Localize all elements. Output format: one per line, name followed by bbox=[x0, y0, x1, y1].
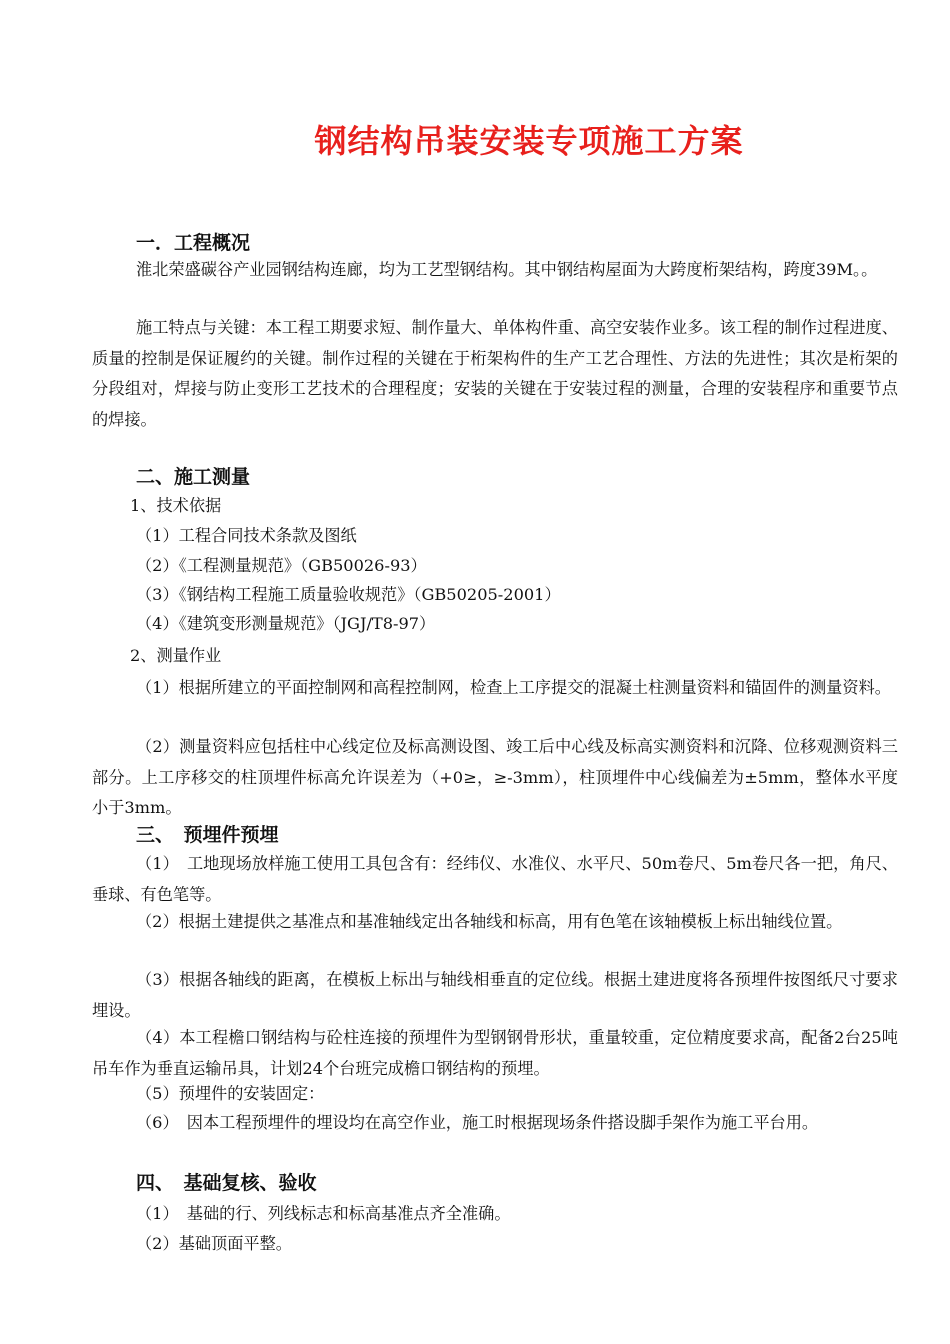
embedded-item: （4）本工程檐口钢结构与砼柱连接的预埋件为型钢钢骨形状，重量较重，定位精度要求高，配备2台25吨吊车作为垂直运输吊具，计划24个台班完成檐口钢结构的预埋。 bbox=[92, 1028, 898, 1078]
survey-work-item: （2）测量资料应包括柱中心线定位及标高测设图、竣工后中心线及标高实测资料和沉降、位移观测资料三部分。上工序移交的柱顶埋件标高允许误差为（+0≥，≥-3mm），柱顶埋件中心线偏差为±5mm，整体水平度小于3mm。 bbox=[92, 737, 898, 817]
basis-item: （2）《工程测量规范》（GB50026-93） bbox=[136, 556, 427, 575]
section-heading-embedded-parts: 三、 预埋件预埋 bbox=[136, 824, 279, 846]
foundation-item: （2）基础顶面平整。 bbox=[136, 1234, 292, 1253]
embedded-item: （2）根据土建提供之基准点和基准轴线定出各轴线和标高，用有色笔在该轴模板上标出轴线位置。 bbox=[136, 912, 843, 931]
construction-features-paragraph: 施工特点与关键：本工程工期要求短、制作量大、单体构件重、高空安装作业多。该工程的制作过程进度、质量的控制是保证履约的关键。制作过程的关键在于桁架构件的生产工艺合理性、方法的先进性；其次是桁架的分段组对，焊接与防止变形工艺技术的合理程度；安装的关键在于安装过程的测量，合理的安装程序和重要节点的焊接。 bbox=[92, 318, 898, 429]
subheading-technical-basis: 1、技术依据 bbox=[130, 496, 222, 515]
section-heading-overview: 一．工程概况 bbox=[136, 232, 251, 254]
foundation-item: （1） 基础的行、列线标志和标高基准点齐全准确。 bbox=[136, 1204, 511, 1223]
embedded-item: （1） 工地现场放样施工使用工具包含有：经纬仪、水准仪、水平尺、50m卷尺、5m卷尺各一把，角尺、垂球、有色笔等。 bbox=[92, 854, 898, 904]
basis-item: （3）《钢结构工程施工质量验收规范》（GB50205-2001） bbox=[136, 585, 561, 604]
section-heading-survey: 二、施工测量 bbox=[136, 466, 251, 488]
section-heading-foundation-check: 四、 基础复核、验收 bbox=[136, 1172, 317, 1194]
embedded-item: （6） 因本工程预埋件的埋设均在高空作业，施工时根据现场条件搭设脚手架作为施工平台用。 bbox=[136, 1113, 819, 1132]
overview-paragraph: 淮北荣盛碳谷产业园钢结构连廊，均为工艺型钢结构。其中钢结构屋面为大跨度桁架结构，跨度39M。。 bbox=[136, 260, 878, 279]
subheading-survey-work: 2、测量作业 bbox=[130, 646, 222, 665]
embedded-item: （3）根据各轴线的距离，在模板上标出与轴线相垂直的定位线。根据土建进度将各预埋件按图纸尺寸要求埋设。 bbox=[92, 970, 898, 1020]
embedded-item: （5）预埋件的安装固定： bbox=[136, 1084, 325, 1103]
basis-item: （4）《建筑变形测量规范》（JGJ/T8-97） bbox=[136, 614, 436, 633]
basis-item: （1）工程合同技术条款及图纸 bbox=[136, 526, 357, 545]
survey-work-item: （1）根据所建立的平面控制网和高程控制网，检查上工序提交的混凝土柱测量资料和锚固件的测量资料。 bbox=[136, 678, 891, 697]
document-title: 钢结构吊装安装专项施工方案 bbox=[314, 122, 744, 160]
